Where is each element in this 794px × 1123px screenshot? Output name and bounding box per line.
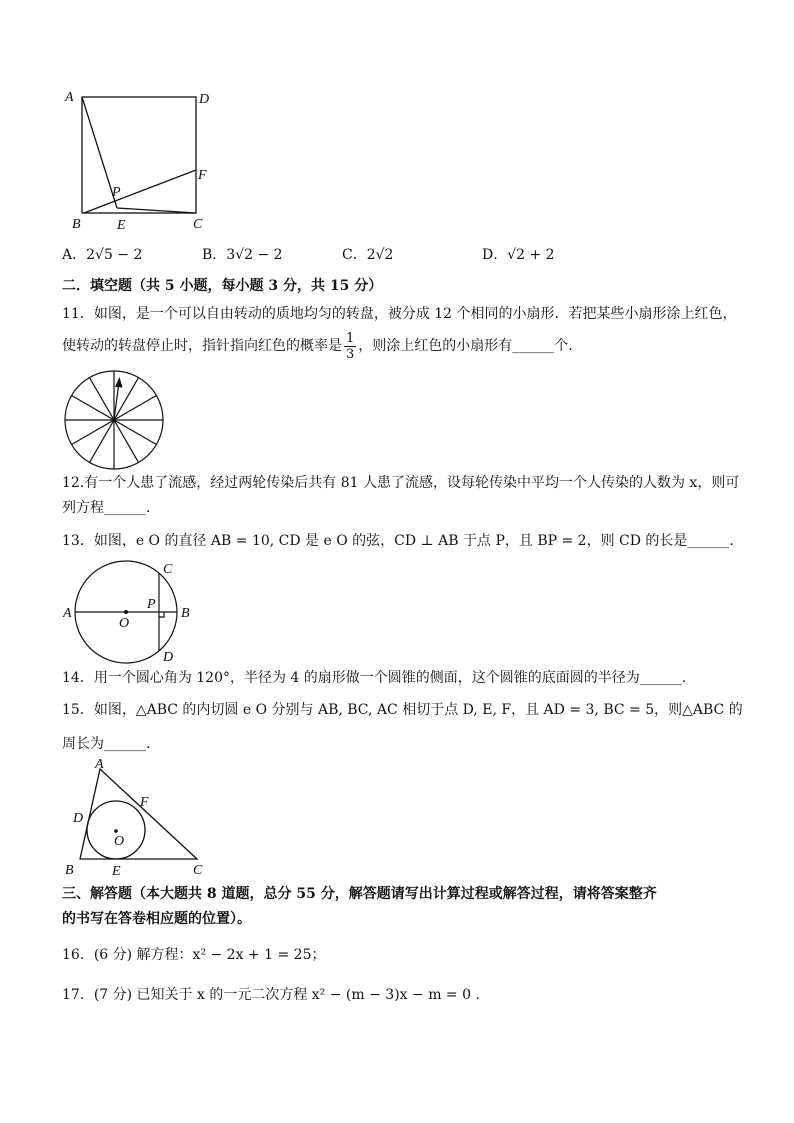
q17-text: 17．(7 分) 已知关于 x 的一元二次方程 x² − (m − 3)x − m = 0 . <box>62 987 480 1003</box>
label-A: A <box>63 606 72 621</box>
q16-text: 16．(6 分) 解方程：x² − 2x + 1 = 25； <box>62 947 326 963</box>
label-P: P <box>112 185 121 200</box>
q11-line2b: ，则涂上红色的小扇形有______个. <box>358 338 573 354</box>
label-D: D <box>73 811 84 826</box>
q12-line1: 12.有一个人患了流感，经过两轮传染后共有 81 人患了流感，设每轮传染中平均一个人传染的人数为 x，则可 <box>62 475 740 491</box>
label-C: C <box>163 562 173 577</box>
q15-line2: 周长为______. <box>62 736 151 752</box>
label-F: F <box>140 795 149 810</box>
label-B: B <box>65 863 74 876</box>
section-3-heading-line1: 三、解答题（本大题共 8 道题，总分 55 分，解答题请写出计算过程或解答过程，请将答案整齐 <box>62 886 657 902</box>
section-2-heading: 二．填空题（共 5 小题，每小题 3 分，共 15 分） <box>62 278 383 294</box>
q13-figure <box>60 556 200 664</box>
label-E: E <box>112 864 121 876</box>
spinner-figure <box>62 368 166 472</box>
label-C: C <box>193 217 203 232</box>
q11-fraction <box>344 331 356 362</box>
q11-frac-den: 3 <box>346 346 355 362</box>
label-O: O <box>119 616 130 631</box>
q12-line2: 列方程______. <box>62 500 151 516</box>
incircle-center-dot <box>114 829 118 833</box>
label-A: A <box>65 90 74 105</box>
q10-figure <box>60 86 220 236</box>
q11-frac-num: 1 <box>346 330 355 346</box>
q11-line1: 11．如图，是一个可以自由转动的质地均匀的转盘，被分成 12 个相同的小扇形．若把某些小扇形涂上红色， <box>62 306 737 322</box>
q11-line2a: 使转动的转盘停止时，指针指向红色的概率是 <box>62 338 342 354</box>
label-A: A <box>95 757 104 772</box>
label-E: E <box>117 218 126 233</box>
q15-figure <box>60 756 210 876</box>
q15-line1: 15．如图，△ABC 的内切圆 e O 分别与 AB, BC, AC 相切于点 D, E, F，且 AD = 3, BC = 5，则△ABC 的 <box>62 702 743 718</box>
label-B: B <box>72 217 81 232</box>
q10-option-d: D．√2 + 2 <box>482 247 555 263</box>
label-F: F <box>198 168 207 183</box>
q10-option-a: A．2√5 − 2 <box>62 247 143 263</box>
q11-line2 <box>62 328 573 364</box>
q10-option-c: C．2√2 <box>342 247 394 263</box>
q13-text: 13．如图，e O 的直径 AB = 10, CD 是 e O 的弦，CD ⊥ AB 于点 P，且 BP = 2，则 CD 的长是______. <box>62 533 734 549</box>
label-D: D <box>163 650 174 664</box>
q10-option-b: B．3√2 − 2 <box>202 247 283 263</box>
label-C: C <box>193 863 203 876</box>
label-O: O <box>114 834 125 849</box>
label-B: B <box>181 606 190 621</box>
q14-text: 14．用一个圆心角为 120°，半径为 4 的扇形做一个圆锥的侧面，这个圆锥的底面圆的半径为______. <box>62 670 687 686</box>
label-D: D <box>199 92 210 107</box>
section-3-heading-line2: 的书写在答卷相应题的位置）。 <box>62 911 251 927</box>
spinner-pointer-arrow <box>115 377 123 388</box>
center-dot <box>124 610 128 614</box>
label-P: P <box>147 597 156 612</box>
